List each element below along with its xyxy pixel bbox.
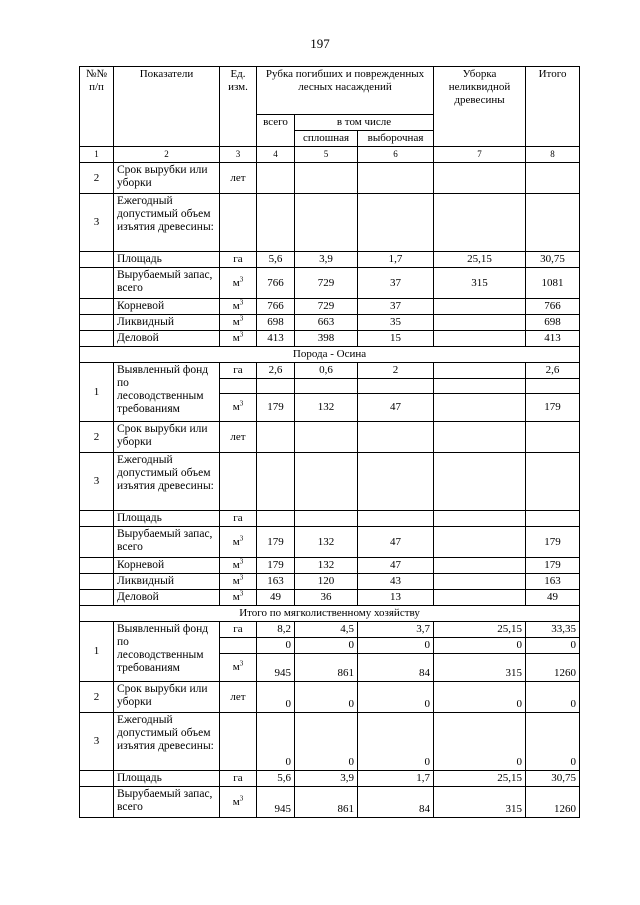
value-cell: 4,5 [295, 622, 358, 638]
indicator-allowable: Ежегодный допустимый объем изъятия древесины: [114, 713, 220, 771]
value-cell: 43 [358, 574, 434, 590]
unit-cell: $м^3$ [220, 315, 257, 331]
unit-cell: $м^3$ [220, 654, 257, 682]
row-number: 3 [80, 453, 114, 511]
value-cell: 25,15 [434, 771, 526, 787]
unit-cell: лет [220, 422, 257, 453]
value-cell: 179 [526, 394, 580, 422]
table-row [80, 363, 580, 379]
indicator-area: Площадь [114, 511, 220, 527]
unit-cell: лет [220, 163, 257, 194]
header-felling: Рубка погибших и поврежденных лесных насаждений [257, 67, 434, 115]
indicator-allowable: Ежегодный допустимый объем изъятия древесины: [114, 194, 220, 252]
value-cell: 1,7 [358, 252, 434, 268]
value-cell: 47 [358, 527, 434, 558]
header-cleanup: Уборка неликвидной древесины [434, 67, 526, 147]
value-cell [434, 558, 526, 574]
col-number: 4 [257, 147, 295, 163]
value-cell: 0 [295, 682, 358, 713]
value-cell: 0 [434, 682, 526, 713]
header-selective: выборочная [358, 131, 434, 147]
row-number: 2 [80, 163, 114, 194]
value-cell: 0 [257, 638, 295, 654]
table-row [80, 511, 580, 527]
col-number: 6 [358, 147, 434, 163]
table-row [80, 422, 580, 453]
value-cell: 2 [358, 363, 434, 379]
felling-table [79, 66, 580, 818]
table-row [80, 527, 580, 558]
value-cell: 0 [295, 638, 358, 654]
value-cell: 766 [257, 268, 295, 299]
value-cell: 8,2 [257, 622, 295, 638]
value-cell: 37 [358, 299, 434, 315]
value-cell: 0 [257, 713, 295, 771]
value-cell [434, 363, 526, 379]
unit-cell: $м^3$ [220, 331, 257, 347]
value-cell: 179 [526, 558, 580, 574]
table-row [80, 574, 580, 590]
row-number: 3 [80, 713, 114, 771]
section-row [80, 606, 580, 622]
value-cell [434, 527, 526, 558]
indicator-root: Корневой [114, 558, 220, 574]
value-cell [434, 331, 526, 347]
unit-cell: $м^3$ [220, 527, 257, 558]
unit-cell: $м^3$ [220, 787, 257, 818]
value-cell: 132 [295, 394, 358, 422]
value-cell: 2,6 [257, 363, 295, 379]
col-number: 1 [80, 147, 114, 163]
col-number: 5 [295, 147, 358, 163]
table-row [80, 268, 580, 299]
header-unit: Ед. изм. [220, 67, 257, 147]
header-including: в том числе [295, 115, 434, 131]
indicator-business: Деловой [114, 590, 220, 606]
unit-cell: га [220, 622, 257, 638]
table-row [80, 315, 580, 331]
table-row [80, 771, 580, 787]
table-row [80, 558, 580, 574]
indicator-business: Деловой [114, 331, 220, 347]
value-cell: 30,75 [526, 771, 580, 787]
value-cell: 163 [257, 574, 295, 590]
value-cell: 35 [358, 315, 434, 331]
value-cell: 132 [295, 558, 358, 574]
value-cell: 84 [358, 654, 434, 682]
value-cell: 36 [295, 590, 358, 606]
indicator-identified: Выявленный фонд по лесоводственным требованиям [114, 363, 220, 422]
value-cell: 5,6 [257, 252, 295, 268]
value-cell: 179 [526, 527, 580, 558]
value-cell: 698 [257, 315, 295, 331]
section-aspen: Порода - Осина [80, 347, 580, 363]
unit-cell: га [220, 511, 257, 527]
value-cell: 0 [295, 713, 358, 771]
value-cell: 861 [295, 654, 358, 682]
indicator-area: Площадь [114, 771, 220, 787]
table-row [80, 194, 580, 252]
value-cell: 0 [358, 713, 434, 771]
row-number: 2 [80, 422, 114, 453]
table-row [80, 787, 580, 818]
col-number: 3 [220, 147, 257, 163]
value-cell: 861 [295, 787, 358, 818]
indicator-term: Срок вырубки или уборки [114, 422, 220, 453]
value-cell: 37 [358, 268, 434, 299]
col-number: 8 [526, 147, 580, 163]
value-cell: 84 [358, 787, 434, 818]
value-cell: 729 [295, 268, 358, 299]
page-number: 197 [310, 36, 330, 51]
value-cell: 0 [358, 638, 434, 654]
unit-cell: $м^3$ [220, 268, 257, 299]
indicator-stock: Вырубаемый запас, всего [114, 268, 220, 299]
row-number: 2 [80, 682, 114, 713]
value-cell: 945 [257, 654, 295, 682]
value-cell: 1260 [526, 787, 580, 818]
value-cell: 47 [358, 558, 434, 574]
header-total-all: всего [257, 115, 295, 147]
value-cell: 132 [295, 527, 358, 558]
value-cell: 766 [526, 299, 580, 315]
value-cell: 5,6 [257, 771, 295, 787]
indicator-identified: Выявленный фонд по лесоводственным требованиям [114, 622, 220, 682]
row-number: 1 [80, 363, 114, 422]
row-number: 3 [80, 194, 114, 252]
unit-cell: $м^3$ [220, 394, 257, 422]
header-clear: сплошная [295, 131, 358, 147]
value-cell: 30,75 [526, 252, 580, 268]
value-cell: 0 [526, 713, 580, 771]
value-cell: 766 [257, 299, 295, 315]
value-cell: 179 [257, 394, 295, 422]
value-cell: 2,6 [526, 363, 580, 379]
value-cell [434, 394, 526, 422]
section-total: Итого по мягколиственному хозяйству [80, 606, 580, 622]
indicator-root: Корневой [114, 299, 220, 315]
value-cell [434, 590, 526, 606]
value-cell: 0 [434, 713, 526, 771]
row-number: 1 [80, 622, 114, 682]
value-cell: 49 [526, 590, 580, 606]
value-cell: 49 [257, 590, 295, 606]
value-cell: 945 [257, 787, 295, 818]
table-row [80, 590, 580, 606]
table-row [80, 252, 580, 268]
value-cell: 179 [257, 558, 295, 574]
value-cell [434, 574, 526, 590]
unit-cell: га [220, 363, 257, 379]
value-cell: 25,15 [434, 252, 526, 268]
value-cell: 47 [358, 394, 434, 422]
value-cell: 315 [434, 268, 526, 299]
value-cell: 120 [295, 574, 358, 590]
value-cell: 413 [526, 331, 580, 347]
value-cell [434, 315, 526, 331]
value-cell: 1260 [526, 654, 580, 682]
value-cell: 0 [526, 638, 580, 654]
value-cell: 3,9 [295, 771, 358, 787]
value-cell: 0 [526, 682, 580, 713]
header-num: №№ п/п [80, 67, 114, 147]
unit-cell: га [220, 252, 257, 268]
value-cell: 0 [434, 638, 526, 654]
value-cell: 729 [295, 299, 358, 315]
section-row [80, 347, 580, 363]
unit-cell: га [220, 771, 257, 787]
table-row [80, 453, 580, 511]
value-cell: 413 [257, 331, 295, 347]
table-row [80, 713, 580, 771]
header-result: Итого [526, 67, 580, 147]
table-row [80, 331, 580, 347]
table-row [80, 163, 580, 194]
value-cell: 15 [358, 331, 434, 347]
col-number: 2 [114, 147, 220, 163]
unit-cell: $м^3$ [220, 558, 257, 574]
indicator-stock: Вырубаемый запас, всего [114, 527, 220, 558]
value-cell: 315 [434, 787, 526, 818]
value-cell: 0,6 [295, 363, 358, 379]
indicator-term: Срок вырубки или уборки [114, 163, 220, 194]
header-indicators: Показатели [114, 67, 220, 147]
table-row [80, 299, 580, 315]
value-cell: 3,7 [358, 622, 434, 638]
value-cell [434, 299, 526, 315]
value-cell: 0 [358, 682, 434, 713]
indicator-liquid: Ликвидный [114, 574, 220, 590]
value-cell: 179 [257, 527, 295, 558]
value-cell: 1081 [526, 268, 580, 299]
value-cell: 315 [434, 654, 526, 682]
indicator-liquid: Ликвидный [114, 315, 220, 331]
unit-cell: $м^3$ [220, 590, 257, 606]
indicator-stock: Вырубаемый запас, всего [114, 787, 220, 818]
value-cell: 698 [526, 315, 580, 331]
table-row [80, 622, 580, 638]
unit-cell: лет [220, 682, 257, 713]
header-row [80, 67, 580, 115]
column-number-row [80, 147, 580, 163]
value-cell: 1,7 [358, 771, 434, 787]
value-cell: 663 [295, 315, 358, 331]
value-cell: 163 [526, 574, 580, 590]
unit-cell: $м^3$ [220, 299, 257, 315]
unit-cell: $м^3$ [220, 574, 257, 590]
table-row [80, 682, 580, 713]
indicator-term: Срок вырубки или уборки [114, 682, 220, 713]
indicator-area: Площадь [114, 252, 220, 268]
col-number: 7 [434, 147, 526, 163]
value-cell: 0 [257, 682, 295, 713]
value-cell: 398 [295, 331, 358, 347]
value-cell: 25,15 [434, 622, 526, 638]
value-cell: 3,9 [295, 252, 358, 268]
value-cell: 13 [358, 590, 434, 606]
value-cell: 33,35 [526, 622, 580, 638]
indicator-allowable: Ежегодный допустимый объем изъятия древесины: [114, 453, 220, 511]
